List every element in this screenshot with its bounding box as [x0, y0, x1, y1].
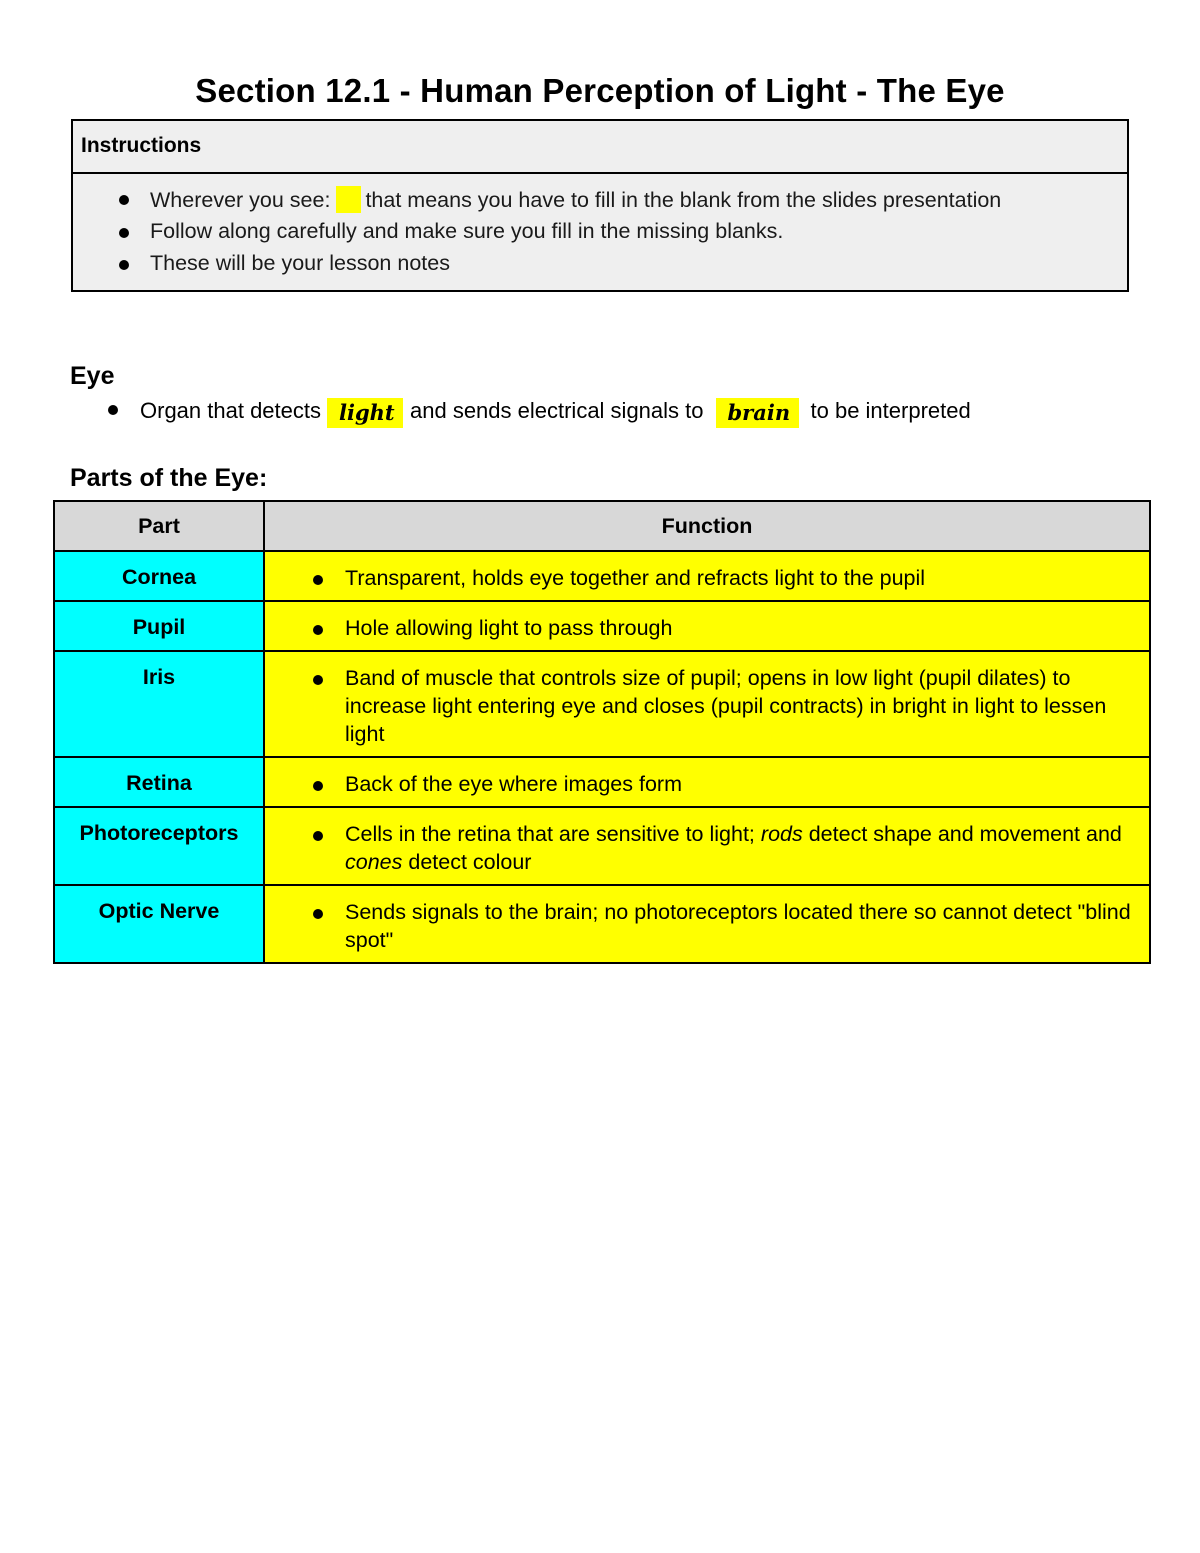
definition-text: Organ that detects: [140, 398, 321, 423]
function-text: Back of the eye where images form: [345, 772, 682, 796]
function-cell: [264, 885, 1150, 963]
function-text: detect colour: [408, 850, 532, 874]
bullet-icon: [108, 405, 118, 415]
table-row: [54, 601, 1150, 651]
parts-heading: Parts of the Eye:: [70, 464, 268, 492]
column-header-function: Function: [264, 501, 1150, 551]
function-cell: [264, 551, 1150, 601]
emphasis-cones: cones: [345, 850, 403, 874]
emphasis-rods: rods: [760, 822, 803, 846]
fill-blank-brain: brain: [716, 398, 799, 428]
bullet-icon: [119, 195, 129, 205]
part-cell: Cornea: [54, 551, 264, 601]
bullet-icon: [313, 575, 323, 585]
function-cell: [264, 757, 1150, 807]
parts-table: [53, 500, 1151, 964]
instructions-heading: Instructions: [73, 121, 1127, 174]
function-text: Cells in the retina that are sensitive to light;: [345, 822, 755, 846]
instruction-item: [73, 251, 1127, 284]
fill-blank-light: light: [327, 398, 403, 428]
function-text: Transparent, holds eye together and refracts light to the pupil: [345, 566, 926, 590]
table-header-row: [54, 501, 1150, 551]
part-cell: Photoreceptors: [54, 807, 264, 885]
part-cell: Pupil: [54, 601, 264, 651]
bullet-icon: [119, 228, 129, 238]
function-cell: [264, 651, 1150, 757]
table-row: [54, 885, 1150, 963]
eye-definition: [70, 398, 971, 428]
instruction-text: that means you have to fill in the blank from the slides presentation: [365, 188, 1002, 212]
bullet-icon: [313, 831, 323, 841]
instruction-item: [73, 219, 1127, 252]
function-text: Band of muscle that controls size of pupil; opens in low light (pupil dilates) to increase light entering eye and closes (pupil contracts) in bright in light to lessen light: [345, 666, 1107, 746]
function-text: Hole allowing light to pass through: [345, 616, 673, 640]
page-title: Section 12.1 - Human Perception of Light - The Eye: [195, 72, 1005, 109]
bullet-icon: [119, 260, 129, 270]
instruction-text: These will be your lesson notes: [150, 251, 450, 275]
bullet-icon: [313, 675, 323, 685]
instruction-item: [73, 186, 1127, 219]
instructions-list: [73, 174, 1127, 284]
function-cell: [264, 601, 1150, 651]
bullet-icon: [313, 781, 323, 791]
definition-text: to be interpreted: [810, 398, 971, 423]
definition-text: and sends electrical signals to: [410, 398, 704, 423]
bullet-icon: [313, 909, 323, 919]
bullet-icon: [313, 625, 323, 635]
eye-heading: Eye: [70, 362, 115, 390]
function-text: Sends signals to the brain; no photoreceptors located there so cannot detect "blind spot": [345, 900, 1131, 952]
highlight-swatch: [336, 186, 361, 213]
column-header-part: Part: [54, 501, 264, 551]
table-row: [54, 551, 1150, 601]
table-row: [54, 651, 1150, 757]
instructions-box: [71, 119, 1129, 292]
function-text: detect shape and movement and: [808, 822, 1122, 846]
instruction-text: Wherever you see:: [150, 188, 331, 212]
table-row: [54, 807, 1150, 885]
instruction-text: Follow along carefully and make sure you fill in the missing blanks.: [150, 218, 784, 243]
function-cell: [264, 807, 1150, 885]
part-cell: Retina: [54, 757, 264, 807]
part-cell: Optic Nerve: [54, 885, 264, 963]
table-row: [54, 757, 1150, 807]
part-cell: Iris: [54, 651, 264, 757]
